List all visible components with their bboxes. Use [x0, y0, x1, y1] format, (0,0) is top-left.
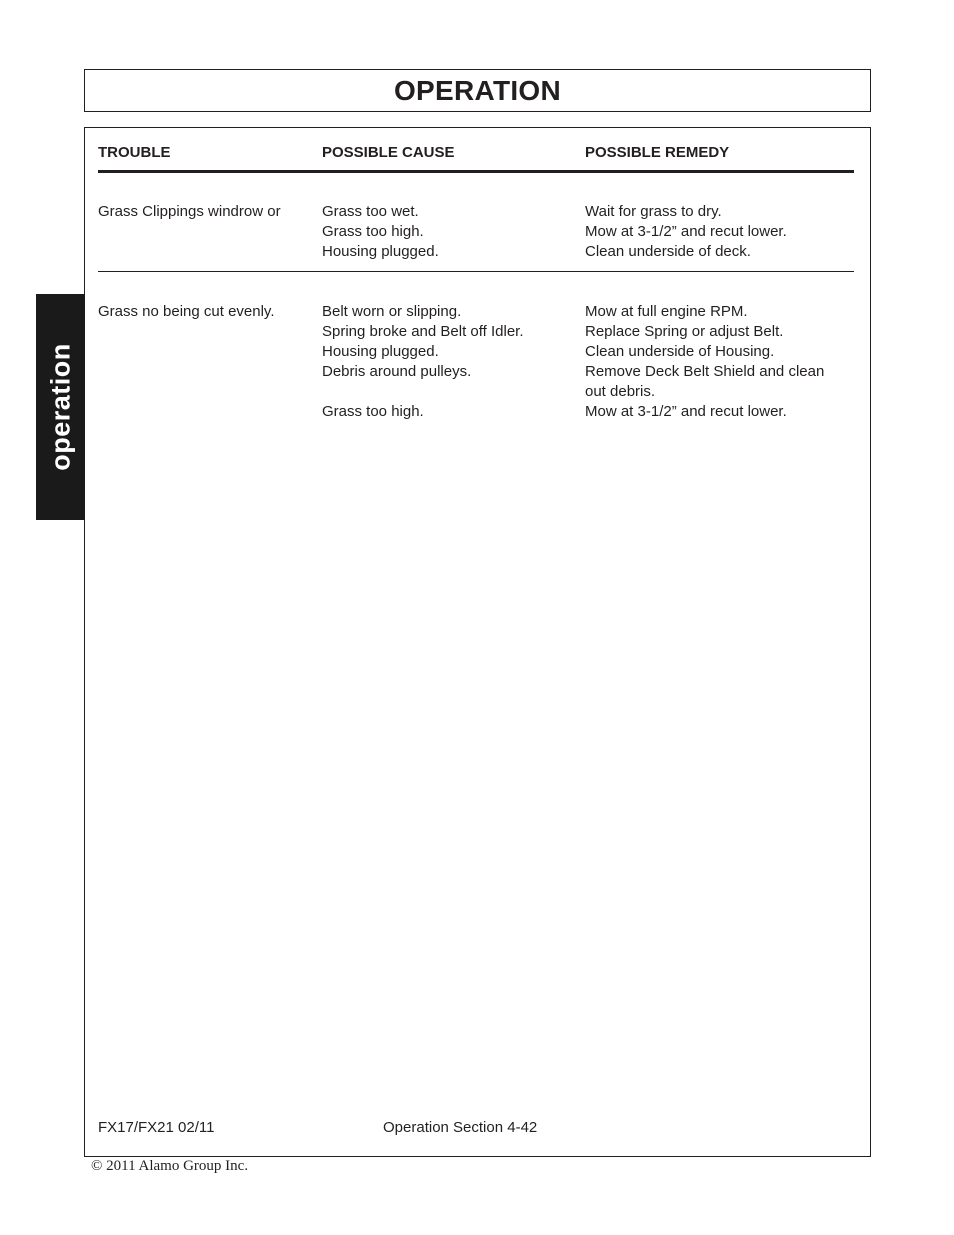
footer-section: Operation Section 4-42	[383, 1119, 538, 1136]
table-row-2-trouble	[98, 302, 274, 322]
footer-model: FX17/FX21 02/11	[98, 1119, 215, 1136]
column-header-possible-cause: POSSIBLE CAUSE	[322, 144, 455, 161]
cause-line: Grass too high.	[322, 223, 424, 240]
cause-line: Debris around pulleys.	[322, 363, 472, 380]
section-side-tab	[36, 294, 85, 520]
content-frame	[84, 127, 871, 1157]
page-title: OPERATION	[393, 75, 562, 106]
page-header-box	[84, 69, 871, 112]
table-row-1-remedies	[585, 202, 787, 262]
column-header-trouble: TROUBLE	[98, 144, 171, 161]
table-row-1-trouble	[98, 202, 281, 222]
trouble-text: Grass Clippings windrow or	[98, 203, 281, 220]
column-header-possible-remedy: POSSIBLE REMEDY	[585, 144, 730, 161]
cause-line: Grass too wet.	[322, 203, 419, 220]
trouble-text: Grass no being cut evenly.	[98, 303, 275, 320]
table-row-1-causes	[322, 202, 439, 262]
remedy-line: Clean underside of deck.	[585, 243, 751, 260]
cause-line: Spring broke and Belt off Idler.	[322, 323, 524, 340]
side-tab-label: operation	[45, 343, 75, 471]
remedy-line: Mow at 3-1/2” and recut lower.	[585, 223, 787, 240]
cause-line: Housing plugged.	[322, 343, 439, 360]
header-divider	[98, 170, 854, 173]
remedy-line: Wait for grass to dry.	[585, 203, 722, 220]
table-row-2-causes	[322, 302, 524, 422]
remedy-line: Replace Spring or adjust Belt.	[585, 323, 784, 340]
cause-line: Housing plugged.	[322, 243, 439, 260]
remedy-line: Mow at full engine RPM.	[585, 303, 748, 320]
row-divider	[98, 271, 854, 272]
remedy-line: Mow at 3-1/2” and recut lower.	[585, 403, 787, 420]
cause-line: Belt worn or slipping.	[322, 303, 462, 320]
remedy-line: Clean underside of Housing.	[585, 343, 775, 360]
table-row-2-remedies	[585, 302, 824, 422]
copyright-notice: © 2011 Alamo Group Inc.	[91, 1158, 249, 1174]
remedy-line: out debris.	[585, 383, 656, 400]
cause-line	[322, 382, 524, 402]
cause-line: Grass too high.	[322, 403, 424, 420]
remedy-line: Remove Deck Belt Shield and clean	[585, 363, 825, 380]
